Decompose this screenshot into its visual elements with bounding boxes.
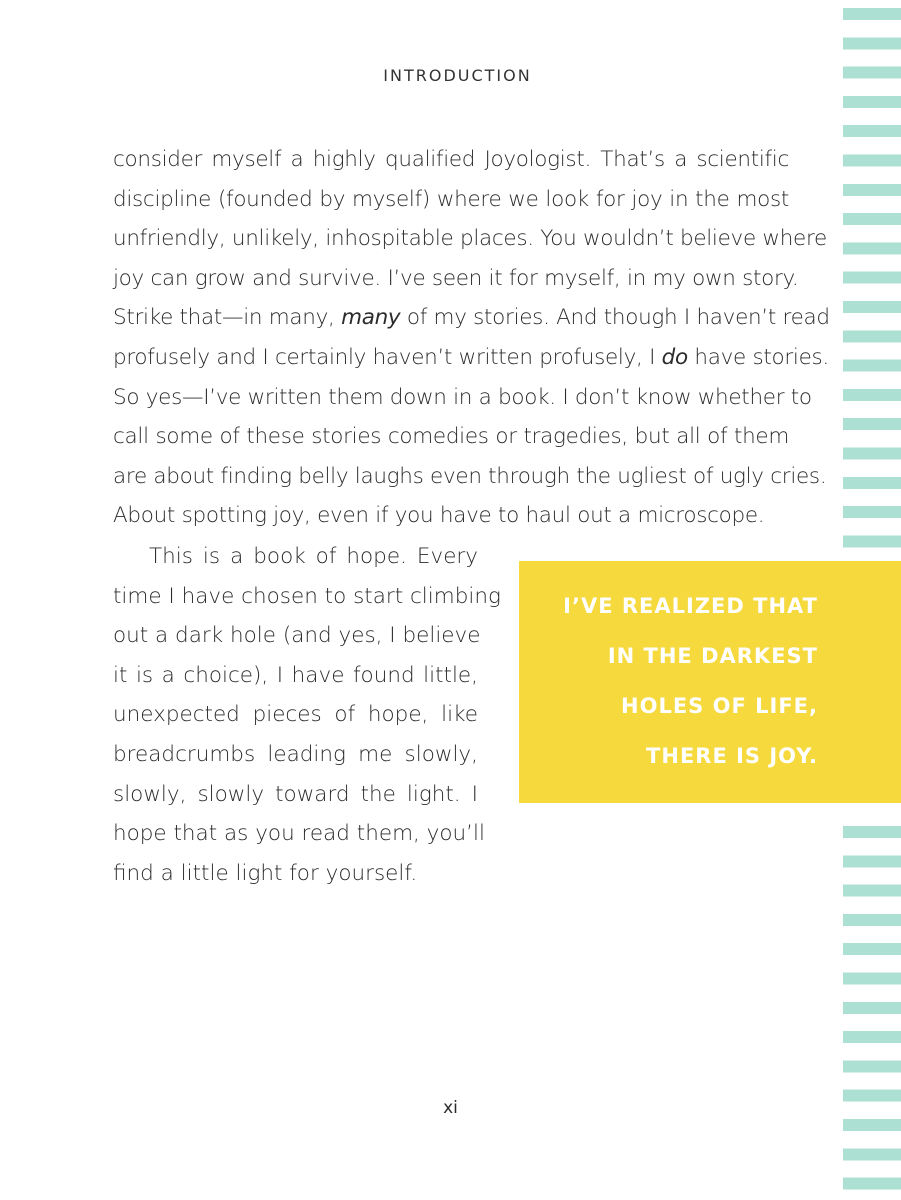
text-line [113,298,830,338]
decorative-stripes-bottom [843,826,901,1200]
pull-quote-line: THERE IS JOY. [646,744,818,768]
text-line [113,219,827,259]
text-segment: find a little light for yourself. [113,860,418,886]
emphasis: many [341,305,401,331]
text-segment: have stories. [687,344,829,370]
text-line [113,616,481,656]
emphasis: do [661,344,688,370]
text-line [113,695,478,735]
text-line [113,140,789,180]
text-line [113,735,478,775]
text-segment: unexpected pieces of hope, like [113,702,478,728]
text-segment: consider myself a highly qualified Joyologist. That’s a scientific [113,147,789,172]
text-line [113,775,478,815]
text-segment: hope that as you read them, you’ll [113,821,485,847]
pull-quote [519,561,901,803]
text-segment: it is a choice), I have found little, [113,662,478,688]
pull-quote-line: IN THE DARKEST [607,644,818,668]
running-header: INTRODUCTION [383,66,532,85]
pull-quote-line: I’VE REALIZED THAT [563,594,818,618]
text-segment: unfriendly, unlikely, inhospitable places. You wouldn’t believe where [113,226,827,252]
text-line [113,656,478,696]
text-segment: of my stories. And though I haven’t read [400,305,830,331]
text-line [113,338,829,378]
text-segment: Strike that—in many, [113,305,342,331]
text-line [113,496,789,536]
text-line [113,814,485,854]
text-line [113,577,501,617]
text-line [113,180,789,220]
text-segment: are about finding belly laughs even through the ugliest of ugly cries. [113,463,827,489]
decorative-stripes-top [843,8,901,548]
text-line [113,378,812,418]
text-segment: joy can grow and survive. I’ve seen it for myself, in my own story. [113,265,799,291]
text-segment: profusely and I certainly haven’t written profusely, I [113,344,662,370]
page-number: xi [443,1098,458,1118]
text-segment: About spotting joy, even if you have to haul out a microscope. [113,503,765,529]
paragraph-2 [113,537,501,893]
text-segment: This is a book of hope. Every [149,544,478,569]
paragraph-1 [113,140,830,536]
text-segment: call some of these stories comedies or tragedies, but all of them [113,424,789,450]
pull-quote-line: HOLES OF LIFE, [621,694,818,718]
text-segment: slowly, slowly toward the light. I [113,781,478,807]
text-line [113,259,799,299]
text-line [113,854,478,894]
text-segment: So yes—I’ve written them down in a book. I don’t know whether to [113,384,812,410]
text-line [113,417,789,457]
text-segment: discipline (founded by myself) where we look for joy in the most [113,186,789,212]
text-line [113,457,827,497]
text-segment: out a dark hole (and yes, I believe [113,623,481,649]
text-line [113,537,478,577]
text-segment: time I have chosen to start climbing [113,583,501,609]
text-segment: breadcrumbs leading me slowly, [113,741,478,767]
